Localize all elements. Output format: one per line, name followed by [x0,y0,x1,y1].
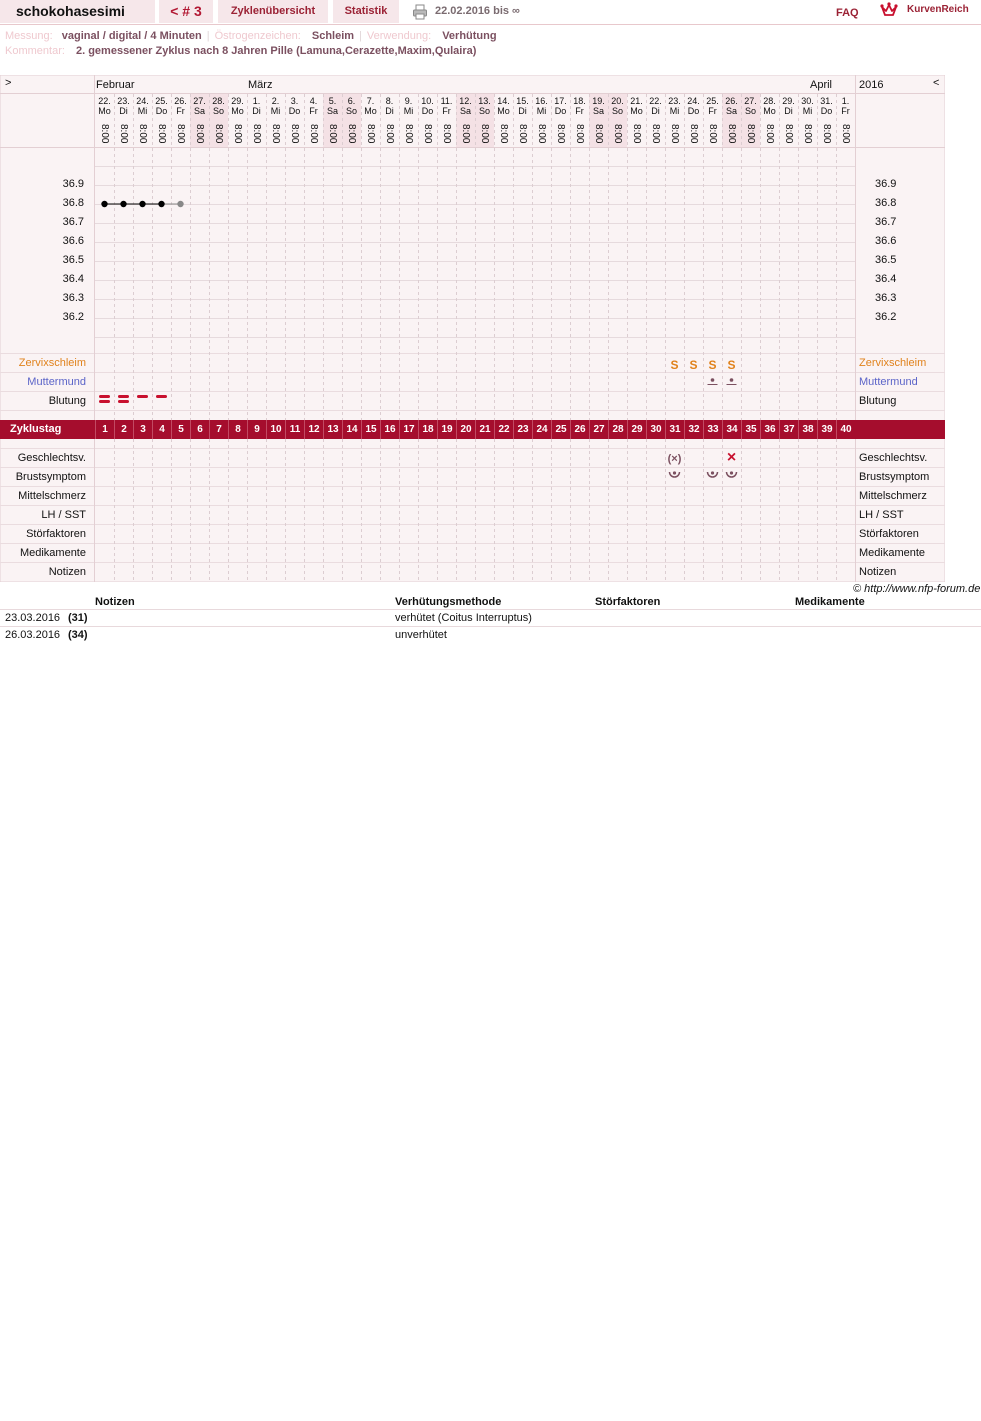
temp-tick-label: 36.9 [62,178,84,190]
measurement-time-label: 8:00 [384,124,395,144]
weekday-label: Mi [669,106,680,116]
weekday-label: Di [252,106,261,116]
weekday-label: Do [820,106,833,116]
weekday-label: Fr [442,106,451,116]
weekday-label: Di [385,106,394,116]
measurement-time-label: 8:00 [308,124,319,144]
username-tab[interactable]: schokohasesimi [0,0,155,23]
note-cycle-day: (34) [68,629,88,641]
measurement-time-label: 8:00 [213,124,224,144]
date-label: 6. [347,96,356,106]
printer-icon[interactable] [412,4,428,20]
cycle-day-number: 13 [323,420,342,439]
temp-tick-label-right: 36.7 [875,216,897,228]
temperature-point [101,201,107,207]
row-label-zervixschleim: Zervixschleim [18,357,86,369]
weekday-label: Fr [176,106,185,116]
cycle-day-number: 27 [589,420,608,439]
bleeding-marker [99,400,110,403]
cycle-day-bar [0,420,945,439]
note-date: 23.03.2016 [5,612,61,624]
weekday-label: Fr [708,106,717,116]
date-label: 24. [136,96,149,106]
row-label-mittelschmerz: Mittelschmerz [18,490,86,502]
cycle-day-number: 28 [608,420,627,439]
cycle-day-number: 5 [171,420,190,439]
date-label: 5. [328,96,337,106]
row-label-blutung-right: Blutung [859,395,897,407]
next-cycle-arrow[interactable]: < [933,77,940,89]
separator: | [206,30,210,42]
messung-label: Messung: [5,30,53,42]
measurement-time-label: 8:00 [156,124,167,144]
date-label: 28. [763,96,776,106]
cycle-day-number: 4 [152,420,171,439]
row-label-medikamente-right: Medikamente [859,547,926,559]
cycle-day-number: 38 [798,420,817,439]
row-label-stoerfaktoren-right: Störfaktoren [859,528,919,540]
measurement-time-label: 8:00 [327,124,338,144]
weekday-label: Mo [98,106,111,116]
notes-header-notizen: Notizen [95,596,135,608]
cycle-day-number: 30 [646,420,665,439]
cycle-day-number: 15 [361,420,380,439]
oestrogen-label: Östrogenzeichen: [214,30,301,42]
weekday-label: So [744,106,756,116]
date-label: 19. [592,96,605,106]
date-label: 27. [744,96,757,106]
measurement-time-label: 8:00 [555,124,566,144]
weekday-label: Do [288,106,301,116]
cycle-day-number: 3 [133,420,152,439]
date-label: 18. [573,96,586,106]
row-label-muttermund-right: Muttermund [859,376,918,388]
breast-symptom-marker [711,471,714,474]
measurement-time-label: 8:00 [137,124,148,144]
weekday-label: Fr [575,106,584,116]
measurement-time-label: 8:00 [669,124,680,144]
row-label-geschlechtsverkehr: Geschlechtsv. [17,452,86,464]
cycle-day-number: 37 [779,420,798,439]
cycle-day-number: 18 [418,420,437,439]
measurement-time-label: 8:00 [802,124,813,144]
measurement-time-label: 8:00 [745,124,756,144]
date-label: 16. [535,96,548,106]
cycle-day-number: 40 [836,420,855,439]
measurement-time-label: 8:00 [232,124,243,144]
date-label: 20. [611,96,624,106]
temp-tick-label: 36.2 [62,311,84,323]
temp-tick-label: 36.6 [62,235,84,247]
weekday-label: Mo [763,106,776,116]
bleeding-marker [99,395,110,398]
date-label: 30. [801,96,814,106]
weekday-label: Mi [536,106,547,116]
measurement-time-label: 8:00 [840,124,851,144]
temperature-point [177,201,183,207]
weekday-label: Fr [309,106,318,116]
cycle-day-number: 11 [285,420,304,439]
weekday-label: Mi [137,106,148,116]
table-row [0,626,981,643]
date-label: 23. [668,96,681,106]
date-label: 1. [841,96,850,106]
intercourse-marker: (×) [667,453,682,465]
weekday-label: Sa [459,106,471,116]
cycle-day-number: 1 [95,420,114,439]
zervix-marker: S [727,358,736,372]
date-label: 11. [440,96,453,106]
cycle-day-number: 34 [722,420,741,439]
note-contraception: verhütet (Coitus Interruptus) [395,612,532,624]
comment-line [5,45,476,57]
notes-header-medikamente: Medikamente [795,596,865,608]
row-label-medikamente: Medikamente [19,547,86,559]
measurement-time-label: 8:00 [403,124,414,144]
row-label-zervixschleim-right: Zervixschleim [859,357,927,369]
weekday-label: Mo [364,106,377,116]
cycle-day-number: 35 [741,420,760,439]
temperature-point [158,201,164,207]
row-label-lh-sst: LH / SST [41,509,86,521]
weekday-label: Mi [802,106,813,116]
measurement-time-label: 8:00 [99,124,110,144]
measurement-time-label: 8:00 [194,124,205,144]
date-label: 13. [478,96,491,106]
date-label: 25. [155,96,168,106]
weekday-label: Mo [231,106,244,116]
row-label-brustsymptom: Brustsymptom [15,471,86,483]
measurement-time-label: 8:00 [460,124,471,144]
cycle-day-number: 8 [228,420,247,439]
measurement-time-label: 8:00 [517,124,528,144]
row-label-blutung: Blutung [48,395,86,407]
weekday-label: Sa [725,106,737,116]
temp-tick-label-right: 36.4 [875,273,897,285]
zervix-marker: S [708,358,717,372]
temp-tick-label-right: 36.3 [875,292,897,304]
verwendung-value: Verhütung [442,30,497,42]
cycle-day-number: 6 [190,420,209,439]
kurvenreich-crown-icon [880,1,898,19]
note-cycle-day: (31) [68,612,88,624]
date-label: 2. [271,96,280,106]
weekday-label: So [611,106,623,116]
measurement-time-label: 8:00 [783,124,794,144]
measurement-time-label: 8:00 [118,124,129,144]
date-label: 17. [554,96,567,106]
weekday-label: Mi [270,106,281,116]
date-label: 25. [706,96,719,106]
row-label-muttermund: Muttermund [27,376,86,388]
bleeding-marker [137,395,148,398]
date-label: 26. [725,96,738,106]
measurement-time-label: 8:00 [346,124,357,144]
breast-symptom-marker [673,471,676,474]
date-label: 31. [820,96,833,106]
temperature-point [120,201,126,207]
cycle-day-number: 21 [475,420,494,439]
row-label-geschlechtsverkehr-right: Geschlechtsv. [859,452,928,464]
kommentar-label: Kommentar: [5,45,65,57]
measurement-time-label: 8:00 [441,124,452,144]
date-label: 4. [309,96,318,106]
date-label: 15. [516,96,529,106]
date-label: 21. [630,96,643,106]
weekday-label: So [212,106,224,116]
weekday-label: Do [155,106,168,116]
cycle-day-number: 26 [570,420,589,439]
table-row [0,609,981,626]
cycle-day-number: 32 [684,420,703,439]
cycle-day-number: 29 [627,420,646,439]
temp-tick-label-right: 36.8 [875,197,897,209]
cycle-day-number: 33 [703,420,722,439]
cycle-day-number: 39 [817,420,836,439]
temp-tick-label-right: 36.5 [875,254,897,266]
month-label: April [810,79,833,91]
weekday-label: Do [687,106,700,116]
notes-header-stoerfaktoren: Störfaktoren [595,596,661,608]
zervix-marker: S [670,358,679,372]
chart-grid [0,75,945,582]
row-label-mittelschmerz-right: Mittelschmerz [859,490,927,502]
measurement-time-label: 8:00 [631,124,642,144]
month-label: März [248,79,273,91]
date-label: 10. [421,96,434,106]
row-label-notizen: Notizen [48,566,86,578]
measurement-info-line [5,30,497,42]
cycle-overview-tab[interactable]: Zyklenübersicht [218,0,328,23]
weekday-label: Do [554,106,567,116]
note-contraception: unverhütet [395,629,447,641]
cycle-day-number: 2 [114,420,133,439]
measurement-time-label: 8:00 [175,124,186,144]
faq-link[interactable]: FAQ [836,7,859,19]
month-label: Februar [96,79,135,91]
top-navigation-bar [0,0,981,25]
date-label: 26. [174,96,187,106]
oestrogen-value: Schleim [311,30,355,42]
date-label: 24. [687,96,700,106]
cycle-day-number: 14 [342,420,361,439]
date-label: 14. [497,96,510,106]
temp-tick-label-right: 36.2 [875,311,897,323]
muttermund-marker [711,378,715,382]
weekday-label: So [345,106,357,116]
date-label: 8. [385,96,394,106]
date-label: 29. [231,96,244,106]
row-label-notizen-right: Notizen [859,566,897,578]
measurement-time-label: 8:00 [289,124,300,144]
temperature-chart [0,75,945,582]
measurement-time-label: 8:00 [821,124,832,144]
date-label: 9. [404,96,413,106]
cycle-day-number: 25 [551,420,570,439]
statistics-tab[interactable]: Statistik [333,0,399,23]
previous-cycle-arrow[interactable]: > [5,77,12,89]
date-range: 22.02.2016 bis ∞ [435,5,520,17]
measurement-time-label: 8:00 [270,124,281,144]
weekday-label: Mo [630,106,643,116]
date-label: 27. [193,96,206,106]
row-label-brustsymptom-right: Brustsymptom [859,471,930,483]
measurement-time-label: 8:00 [574,124,585,144]
cycle-day-number: 24 [532,420,551,439]
measurement-time-label: 8:00 [764,124,775,144]
date-label: 28. [212,96,225,106]
date-label: 1. [252,96,261,106]
bleeding-marker [118,395,129,398]
cycle-day-number: 9 [247,420,266,439]
weekday-label: Sa [326,106,338,116]
temp-tick-label: 36.8 [62,197,84,209]
cycle-day-number: 23 [513,420,532,439]
chart-background-lower [0,439,945,582]
intercourse-marker: × [726,449,737,466]
weekday-label: Mo [497,106,510,116]
measurement-time-label: 8:00 [612,124,623,144]
kommentar-value: 2. gemessener Zyklus nach 8 Jahren Pille (Lamuna,Cerazette,Maxim,Qulaira) [75,45,477,57]
temp-tick-label: 36.7 [62,216,84,228]
date-label: 12. [459,96,472,106]
cycle-day-number: 10 [266,420,285,439]
cycle-day-number: 7 [209,420,228,439]
note-date: 26.03.2016 [5,629,61,641]
measurement-time-label: 8:00 [498,124,509,144]
weekday-label: Sa [592,106,604,116]
cycle-day-number: 20 [456,420,475,439]
cycle-day-number: 16 [380,420,399,439]
measurement-time-label: 8:00 [726,124,737,144]
weekday-label: Fr [841,106,850,116]
separator: | [359,30,362,42]
cycle-day-number: 31 [665,420,684,439]
muttermund-marker [730,378,734,382]
copyright-notice: © http://www.nfp-forum.de [853,583,981,595]
measurement-time-label: 8:00 [650,124,661,144]
date-label: 3. [290,96,299,106]
year-label: 2016 [859,79,884,91]
row-label-stoerfaktoren: Störfaktoren [26,528,86,540]
cycle-number-tab[interactable]: < # 3 [159,0,213,23]
weekday-label: So [478,106,490,116]
messung-value: vaginal / digital / 4 Minuten [61,30,202,42]
date-label: 22. [98,96,111,106]
date-label: 29. [782,96,795,106]
temperature-point [139,201,145,207]
weekday-label: Di [119,106,128,116]
cycle-day-label: Zyklustag [10,423,62,435]
temp-tick-label-right: 36.6 [875,235,897,247]
measurement-time-label: 8:00 [422,124,433,144]
weekday-label: Do [421,106,434,116]
measurement-time-label: 8:00 [251,124,262,144]
cycle-day-number: 36 [760,420,779,439]
temp-tick-label-right: 36.9 [875,178,897,190]
temp-tick-label: 36.3 [62,292,84,304]
weekday-label: Di [784,106,793,116]
bleeding-marker [156,395,167,398]
zervix-marker: S [689,358,698,372]
weekday-label: Di [651,106,660,116]
date-label: 7. [366,96,375,106]
breast-symptom-marker [730,471,733,474]
row-label-lh-sst-right: LH / SST [859,509,904,521]
measurement-time-label: 8:00 [365,124,376,144]
cycle-day-number: 19 [437,420,456,439]
measurement-time-label: 8:00 [479,124,490,144]
bleeding-marker [118,400,129,403]
brand-name[interactable]: KurvenReich [907,4,969,15]
temp-tick-label: 36.5 [62,254,84,266]
date-label: 23. [117,96,130,106]
measurement-time-label: 8:00 [593,124,604,144]
measurement-time-label: 8:00 [688,124,699,144]
cycle-day-number: 22 [494,420,513,439]
measurement-time-label: 8:00 [707,124,718,144]
date-label: 22. [649,96,662,106]
weekday-label: Mi [403,106,414,116]
notes-header-verhuetung: Verhütungsmethode [395,596,502,608]
temp-tick-label: 36.4 [62,273,84,285]
weekday-label: Sa [193,106,205,116]
verwendung-label: Verwendung: [366,30,432,42]
measurement-time-label: 8:00 [536,124,547,144]
weekday-label: Di [518,106,527,116]
cycle-day-number: 17 [399,420,418,439]
cycle-day-number: 12 [304,420,323,439]
